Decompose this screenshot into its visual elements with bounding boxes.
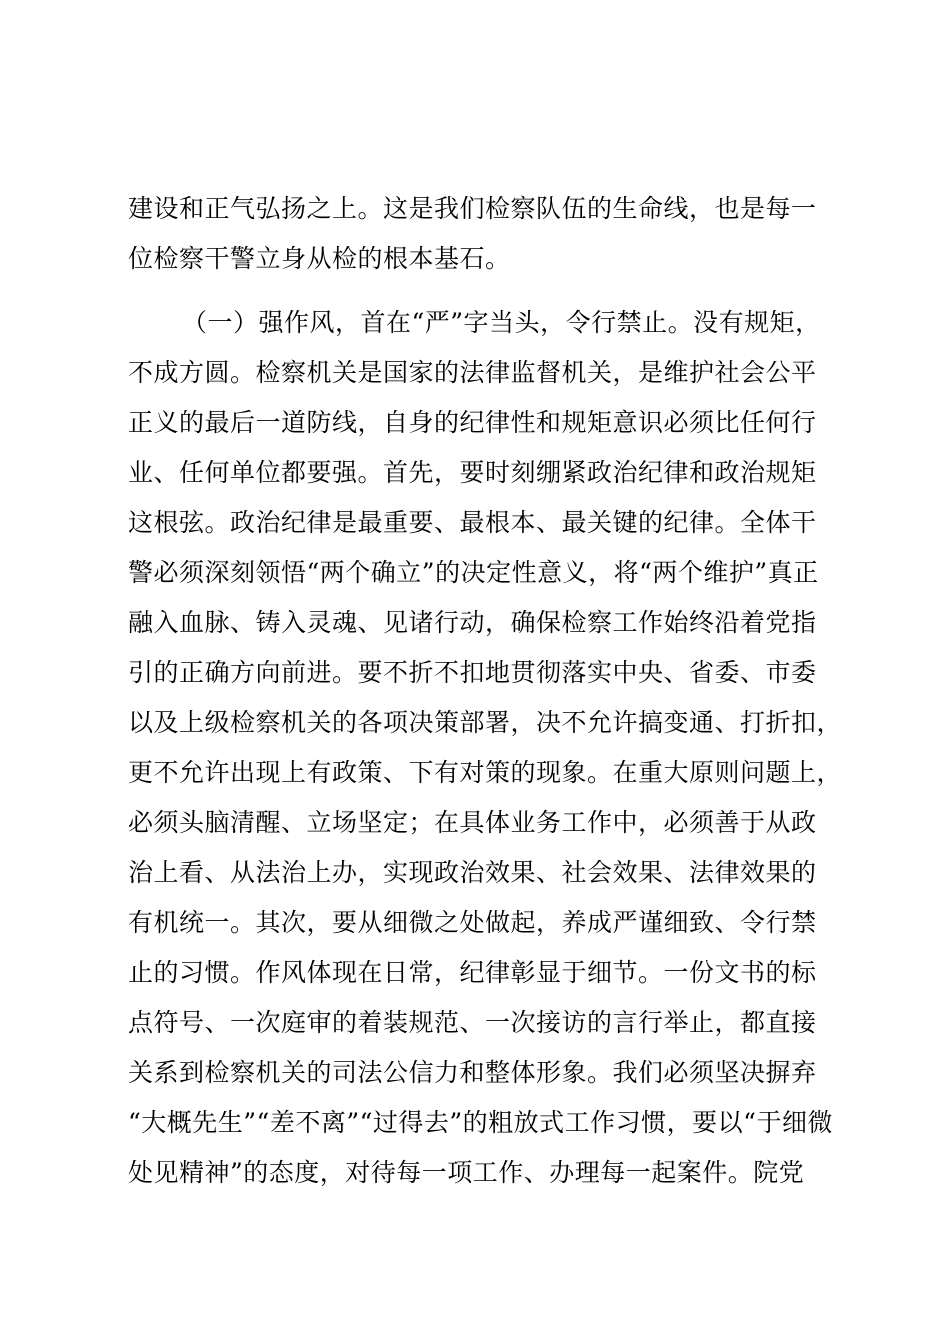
text-line: 位检察干警立身从检的根本基石。 (128, 244, 511, 273)
text-line: 治上看、从法治上办，实现政治效果、社会效果、法律效果的 (128, 858, 817, 887)
text-line: 建设和正气弘扬之上。这是我们检察队伍的生命线，也是每一 (128, 194, 817, 223)
text-line: 点符号、一次庭审的着装规范、一次接访的言行举止，都直接 (128, 1008, 817, 1037)
paragraph-2 (128, 298, 848, 1198)
text-line: 关系到检察机关的司法公信力和整体形象。我们必须坚决摒弃 (128, 1058, 817, 1087)
text-line: 止的习惯。作风体现在日常，纪律彰显于细节。一份文书的标 (128, 958, 817, 987)
text-line: “大概先生”“差不离”“过得去”的粗放式工作习惯，要以“于细微 (128, 1108, 833, 1137)
text-line: 有机统一。其次，要从细微之处做起，养成严谨细致、令行禁 (128, 908, 817, 937)
text-line: 警必须深刻领悟“两个确立”的决定性意义，将“两个维护”真正 (128, 558, 819, 587)
text-line: （一）强作风，首在“严”字当头，令行禁止。没有规矩， (182, 308, 821, 337)
paragraph-1 (128, 184, 848, 284)
text-line: 不成方圆。检察机关是国家的法律监督机关，是维护社会公平 (128, 358, 817, 387)
text-line: 必须头脑清醒、立场坚定；在具体业务工作中，必须善于从政 (128, 808, 817, 837)
text-line: 业、任何单位都要强。首先，要时刻绷紧政治纪律和政治规矩 (128, 458, 817, 487)
text-line: 以及上级检察机关的各项决策部署，决不允许搞变通、打折扣， (128, 708, 843, 737)
text-line: 融入血脉、铸入灵魂、见诸行动，确保检察工作始终沿着党指 (128, 608, 817, 637)
text-line: 这根弦。政治纪律是最重要、最根本、最关键的纪律。全体干 (128, 508, 817, 537)
text-line: 处见精神”的态度，对待每一项工作、办理每一起案件。院党 (128, 1158, 805, 1187)
text-line: 正义的最后一道防线，自身的纪律性和规矩意识必须比任何行 (128, 408, 817, 437)
text-line: 更不允许出现上有政策、下有对策的现象。在重大原则问题上， (128, 758, 843, 787)
text-line: 引的正确方向前进。要不折不扣地贯彻落实中央、省委、市委 (128, 658, 817, 687)
